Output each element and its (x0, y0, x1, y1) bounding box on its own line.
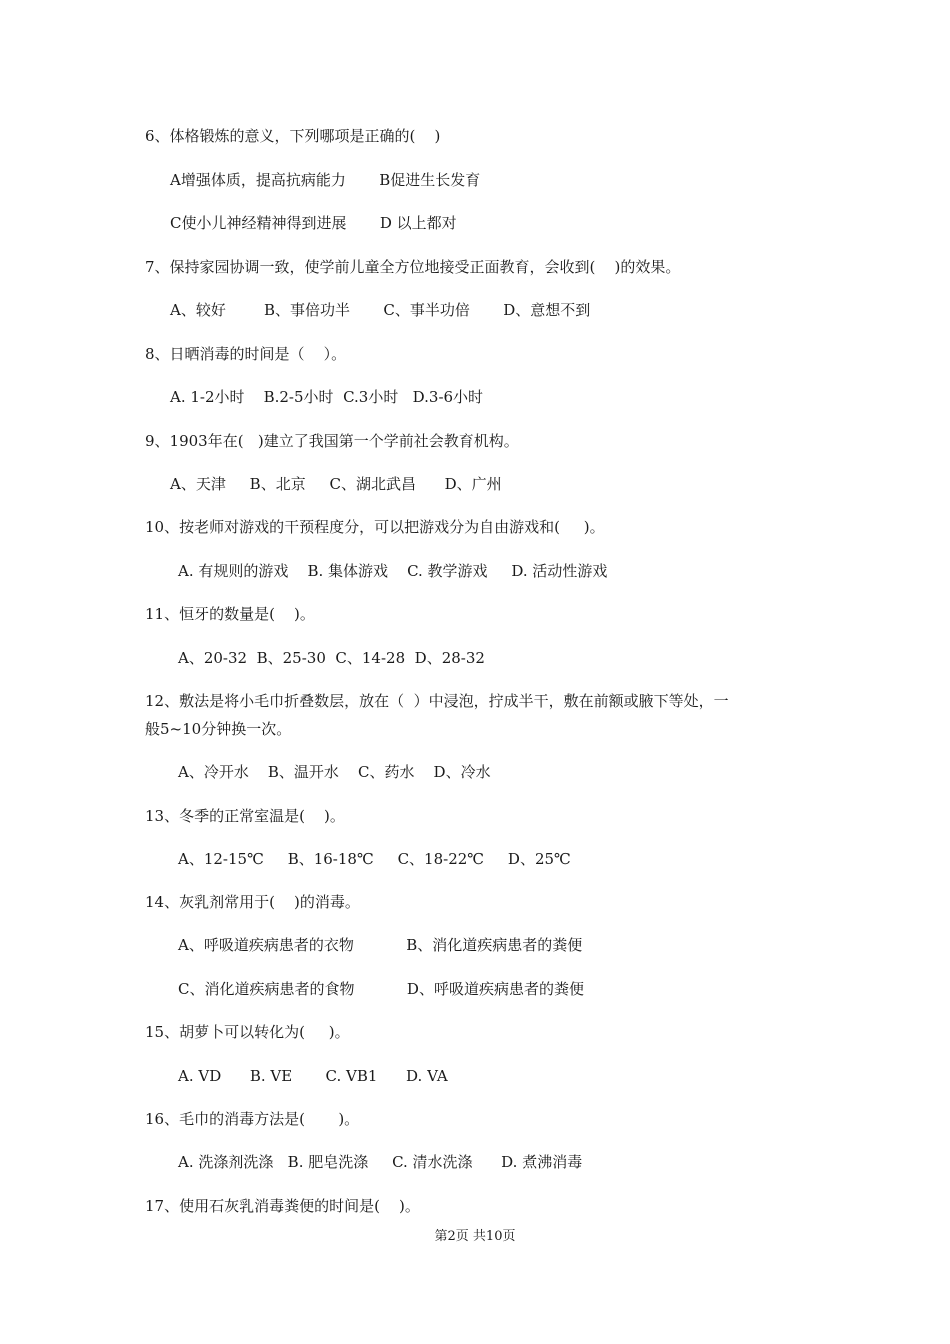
question-12-options: A、冷开水 B、温开水 C、药水 D、冷水 (178, 763, 491, 781)
question-11-stem: 11、恒牙的数量是( )。 (145, 605, 315, 623)
question-8-stem: 8、日晒消毒的时间是（ ）。 (145, 345, 347, 363)
question-10-stem: 10、按老师对游戏的干预程度分，可以把游戏分为自由游戏和( )。 (145, 518, 605, 536)
question-10-options: A. 有规则的游戏 B. 集体游戏 C. 教学游戏 D. 活动性游戏 (178, 562, 608, 580)
question-9-options: A、天津 B、北京 C、湖北武昌 D、广州 (170, 475, 502, 493)
question-16-options: A. 洗涤剂洗涤 B. 肥皂洗涤 C. 清水洗涤 D. 煮沸消毒 (178, 1153, 583, 1171)
question-6-options-row-1: A增强体质，提高抗病能力 B促进生长发育 (170, 171, 481, 189)
question-9-stem: 9、1903年在( )建立了我国第一个学前社会教育机构。 (145, 432, 519, 450)
question-6-options-row-2: C使小儿神经精神得到进展 D 以上都对 (170, 214, 457, 232)
question-15-options: A. VD B. VE C. VB1 D. VA (178, 1067, 448, 1085)
question-14-options-row-1: A、呼吸道疾病患者的衣物 B、消化道疾病患者的粪便 (178, 936, 583, 954)
question-6-stem: 6、体格锻炼的意义，下列哪项是正确的( ) (145, 127, 441, 145)
question-13-stem: 13、冬季的正常室温是( )。 (145, 807, 345, 825)
question-14-options-row-2: C、消化道疾病患者的食物 D、呼吸道疾病患者的粪便 (178, 980, 584, 998)
page-number-footer: 第2页 共10页 (434, 1229, 516, 1244)
question-7-stem: 7、保持家园协调一致，使学前儿童全方位地接受正面教育，会收到( )的效果。 (145, 258, 681, 276)
question-12-stem-line-1: 12、敷法是将小毛巾折叠数层，放在（ ）中浸泡，拧成半干，敷在前额或腋下等处，一 (145, 692, 729, 710)
question-7-options: A、较好 B、事倍功半 C、事半功倍 D、意想不到 (170, 301, 591, 319)
question-8-options: A. 1-2小时 B.2-5小时 C.3小时 D.3-6小时 (170, 388, 484, 406)
question-15-stem: 15、胡萝卜可以转化为( )。 (145, 1023, 350, 1041)
question-14-stem: 14、灰乳剂常用于( )的消毒。 (145, 893, 360, 911)
question-12-stem-line-2: 般5~10分钟换一次。 (145, 720, 292, 738)
question-16-stem: 16、毛巾的消毒方法是( )。 (145, 1110, 360, 1128)
question-11-options: A、20-32 B、25-30 C、14-28 D、28-32 (178, 649, 485, 667)
question-13-options: A、12-15℃ B、16-18℃ C、18-22℃ D、25℃ (178, 850, 571, 868)
question-17-stem: 17、使用石灰乳消毒粪便的时间是( )。 (145, 1197, 420, 1215)
